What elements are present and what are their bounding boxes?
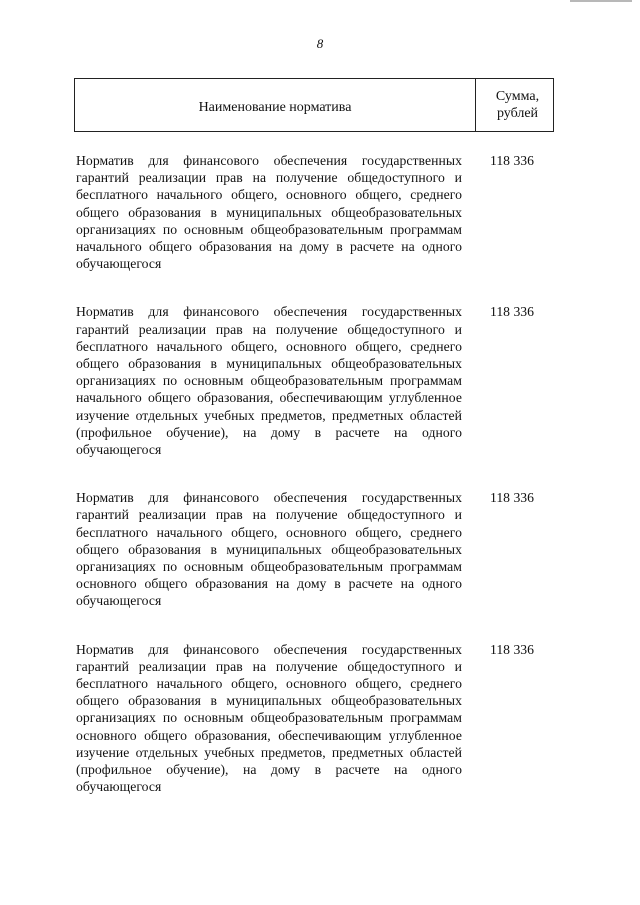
- norm-sum: 118 336: [490, 641, 534, 657]
- norm-name: Норматив для финансового обеспечения государственных гарантий реализации прав на получение общедоступного и бесплатного начального общего, основного общего, среднего общего образования в муниципальных общеобразовательных организациях по основным общеобразовательным программам основного общего образования на дому в расчете на одного обучающегося: [76, 490, 462, 609]
- column-header-name: Наименование норматива: [198, 100, 352, 115]
- table-row: [76, 489, 552, 609]
- table-row: [76, 641, 552, 796]
- scan-edge-mark: [570, 0, 632, 2]
- norm-name: Норматив для финансового обеспечения государственных гарантий реализации прав на получение общедоступного и бесплатного начального общего, основного общего, среднего общего образования в муниципальных общеобразовательных организациях по основным общеобразовательным программам начального общего образования на дому в расчете на одного обучающегося: [76, 153, 462, 272]
- table-header: [74, 78, 554, 132]
- page-number: 8: [316, 36, 324, 51]
- norm-name: Норматив для финансового обеспечения государственных гарантий реализации прав на получение общедоступного и бесплатного начального общего, основного общего, среднего общего образования в муниципальных общеобразовательных организациях по основным общеобразовательным программам основного общего образования, обеспечивающим углубленное изучение отдельных учебных предметов, предметных областей (профильное обучение), на дому в расчете на одного обучающегося: [76, 641, 462, 795]
- column-header-sum: Сумма, рублей: [475, 79, 553, 131]
- table-row: [76, 152, 552, 272]
- table-row: [76, 303, 552, 458]
- norm-name: Норматив для финансового обеспечения государственных гарантий реализации прав на получение общедоступного и бесплатного начального общего, основного общего, среднего общего образования в муниципальных общеобразовательных организациях по основным общеобразовательным программам начального общего образования, обеспечивающим углубленное изучение отдельных учебных предметов, предметных областей (профильное обучение), на дому в расчете на одного обучающегося: [76, 304, 462, 458]
- norm-sum: 118 336: [490, 153, 534, 168]
- norms-table-body: [76, 152, 552, 827]
- norm-sum: 118 336: [490, 490, 534, 506]
- norm-sum: 118 336: [490, 304, 534, 320]
